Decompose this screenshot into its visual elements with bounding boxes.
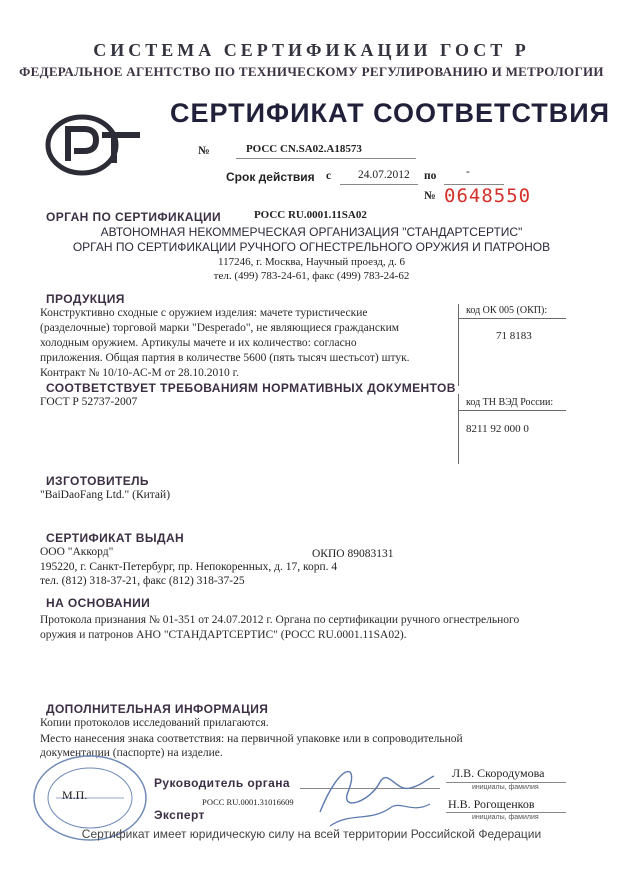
manufacturer-label: ИЗГОТОВИТЕЛЬ [46, 474, 149, 488]
okp-box-line [458, 318, 566, 319]
footer-note: Сертификат имеет юридическую силу на всей территории Российской Федерации [81, 827, 542, 841]
head-name-line [446, 782, 566, 783]
additional-line: Копии протоколов исследований прилагаются. [40, 717, 269, 729]
validity-from-label: с [326, 170, 332, 182]
cert-number-sign: № [198, 145, 210, 157]
product-line: холодным оружием. Артикулы мачете и их количество: согласно [40, 337, 357, 349]
basis-line: оружия и патронов АНО "СТАНДАРТСЕРТИС" (РОСС RU.0001.11SA02). [40, 629, 407, 641]
organ-code: РОСС RU.0001.11SA02 [254, 209, 367, 221]
expert-code: РОСС RU.0001.31016609 [202, 797, 294, 807]
tnved-box-border [458, 394, 459, 464]
issued-org: ООО "Аккорд" [40, 546, 114, 558]
expert-name: Н.В. Рогощенков [448, 797, 535, 811]
additional-line: Место нанесения знака соответствия: на первичной упаковке или в сопроводительной [40, 733, 463, 745]
validity-label: Срок действия [226, 170, 315, 184]
head-name-caption: инициалы, фамилия [472, 784, 539, 791]
issued-label: СЕРТИФИКАТ ВЫДАН [46, 531, 185, 545]
validity-to-label: по [424, 170, 437, 182]
product-description [40, 306, 410, 381]
organ-label: ОРГАН ПО СЕРТИФИКАЦИИ [46, 210, 222, 224]
validity-to-date: - [466, 166, 470, 178]
product-line: Конструктивно сходные с оружием изделия: мачете туристические [40, 307, 368, 319]
additional-label: ДОПОЛНИТЕЛЬНАЯ ИНФОРМАЦИЯ [46, 702, 269, 716]
organ-address: 117246, г. Москва, Научный проезд, д. 6 [218, 256, 405, 268]
conformity-standard: ГОСТ Р 52737-2007 [40, 396, 138, 408]
product-line: Контракт № 10/10-АС-М от 28.10.2010 г. [40, 367, 239, 379]
tnved-value: 8211 92 000 0 [466, 423, 529, 435]
organ-department: ОРГАН ПО СЕРТИФИКАЦИИ РУЧНОГО ОГНЕСТРЕЛЬНОГО ОРУЖИЯ И ПАТРОНОВ [72, 240, 551, 254]
stamp-label: М.П. [62, 788, 88, 802]
tnved-box-line [458, 410, 566, 411]
basis-label: НА ОСНОВАНИИ [46, 596, 151, 610]
head-label: Руководитель органа [154, 776, 290, 790]
signature-icon [300, 752, 440, 832]
product-line: (разделочные) торговой марки "Desperado", не являющиеся гражданским [40, 322, 400, 334]
product-line: приложения. Общая партия в количестве 5600 (пять тысяч шестьсот) штук. [40, 352, 410, 364]
tnved-label: код ТН ВЭД России: [466, 397, 554, 408]
issued-address: 195220, г. Санкт-Петербург, пр. Непокоренных, д. 17, корп. 4 [40, 561, 338, 573]
expert-name-caption: инициалы, фамилия [472, 814, 539, 821]
cert-number: РОСС CN.SA02.A18573 [246, 143, 362, 155]
certificate-title: СЕРТИФИКАТ СООТВЕТСТВИЯ [170, 98, 611, 128]
expert-name-line [446, 812, 566, 813]
organ-phone: тел. (499) 783-24-61, факс (499) 783-24-62 [213, 270, 410, 282]
validity-from-line [340, 184, 418, 185]
additional-line: документации (паспорте) на изделие. [40, 747, 223, 759]
okp-value: 71 8183 [496, 330, 532, 342]
cert-number-line [236, 158, 416, 159]
serial-number: 0648550 [444, 185, 532, 207]
serial-sign: № [424, 190, 436, 202]
conformity-label: СООТВЕТСТВУЕТ ТРЕБОВАНИЯМ НОРМАТИВНЫХ ДОКУМЕНТОВ [46, 381, 456, 395]
issued-phone: тел. (812) 318-37-21, факс (812) 318-37-25 [40, 575, 245, 587]
okp-label: код ОК 005 (ОКП): [466, 305, 548, 316]
organ-name: АВТОНОМНАЯ НЕКОММЕРЧЕСКАЯ ОРГАНИЗАЦИЯ "СТАНДАРТСЕРТИС" [100, 225, 523, 239]
gost-r-logo [44, 113, 144, 177]
validity-from-date: 24.07.2012 [358, 169, 410, 181]
expert-label: Эксперт [154, 808, 205, 822]
head-name: Л.В. Скородумова [452, 766, 545, 780]
okp-box-border [458, 304, 459, 386]
basis-line: Протокола признания № 01-351 от 24.07.2012 г. Органа по сертификации ручного огнестрельного [40, 614, 520, 626]
issued-okpo: ОКПО 89083131 [312, 548, 394, 560]
agency-title: ФЕДЕРАЛЬНОЕ АГЕНТСТВО ПО ТЕХНИЧЕСКОМУ РЕГУЛИРОВАНИЮ И МЕТРОЛОГИИ [19, 64, 604, 79]
product-label: ПРОДУКЦИЯ [46, 292, 125, 306]
system-title: СИСТЕМА СЕРТИФИКАЦИИ ГОСТ Р [93, 40, 530, 60]
manufacturer-value: "BaiDaoFang Ltd." (Китай) [40, 489, 171, 501]
